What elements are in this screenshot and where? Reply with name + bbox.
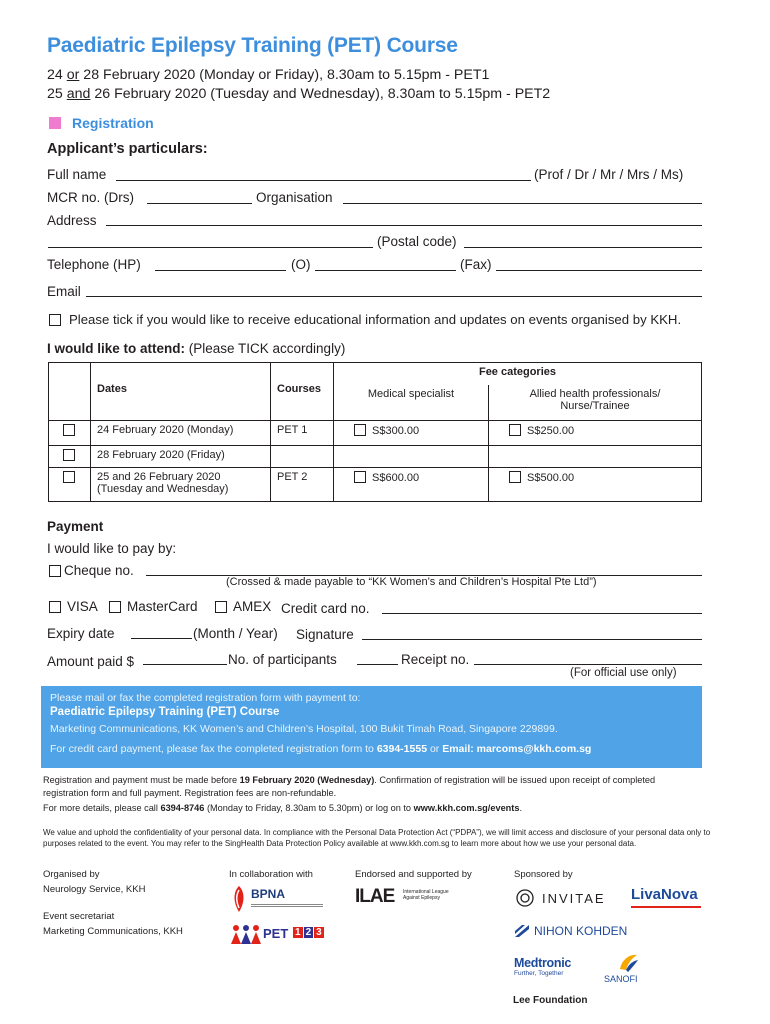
livanova-logo: [631, 886, 706, 910]
invitae-logo: [514, 888, 614, 910]
secretariat-name: Marketing Communications, KKH: [43, 926, 183, 937]
organisation-label: Organisation: [256, 190, 333, 205]
bpna-subtitle-lines: [251, 904, 323, 907]
cheque-checkbox[interactable]: [49, 565, 61, 577]
medtronic-wordmark: Medtronic: [514, 956, 572, 970]
telephone-hp-field[interactable]: [155, 270, 286, 271]
pet-wordmark: PET: [263, 926, 289, 941]
mail-instructions-box: [41, 686, 702, 768]
receipt-field[interactable]: [474, 664, 702, 665]
course-cell: PET 1: [271, 421, 334, 446]
signature-label: Signature: [296, 627, 354, 642]
fee-value: S$250.00: [527, 425, 575, 437]
invitae-wordmark: INVITAE: [542, 891, 606, 906]
fee-value: S$500.00: [527, 472, 575, 484]
livanova-wordmark: LivaNova: [631, 886, 698, 903]
fax-label: (Fax): [460, 257, 492, 272]
course-cell: PET 2: [271, 468, 334, 502]
pet-figures-icon: [229, 924, 263, 946]
date-3-checkbox[interactable]: [63, 471, 75, 483]
date-cell: 28 February 2020 (Friday): [91, 446, 271, 468]
endorsed-label: Endorsed and supported by: [355, 869, 472, 880]
date-cell: 25 and 26 February 2020 (Tuesday and Wednesday): [91, 468, 271, 502]
signature-field[interactable]: [362, 639, 702, 640]
bpna-mark-icon: [229, 884, 249, 914]
expiry-field[interactable]: [131, 638, 192, 639]
table-row: [49, 468, 702, 502]
full-name-field[interactable]: [116, 180, 531, 181]
collaboration-label: In collaboration with: [229, 869, 313, 880]
address-label: Address: [47, 213, 97, 228]
payment-heading: Payment: [47, 519, 104, 534]
applicant-heading: Applicant’s particulars:: [47, 141, 208, 157]
mcr-field[interactable]: [147, 203, 252, 204]
pdpa-note: We value and uphold the confidentiality of your personal data. In compliance with the Personal Data Protection Act (“PDPA”), we will limit access and disclosure of your personal data only to purposes related to the event. You may refer to the SingHealth Data Protection Policy available at www.kkh.com.sg to learn more about how we use your personal data.: [43, 828, 711, 848]
livanova-underline: [631, 906, 701, 908]
mail-fax-email: For credit card payment, please fax the completed registration form to 6394-1555 or Email: marcoms@kkh.com.sg: [50, 743, 592, 755]
pet2-medical-checkbox[interactable]: [354, 471, 366, 483]
col-dates-header: Dates: [91, 363, 271, 421]
col-courses-header: Courses: [271, 363, 334, 421]
pay-by-label: I would like to pay by:: [47, 541, 177, 556]
title-options: (Prof / Dr / Mr / Mrs / Ms): [534, 167, 684, 182]
month-year-label: (Month / Year): [193, 626, 278, 641]
telephone-office-label: (O): [291, 257, 311, 272]
mail-course-name: Paediatric Epilepsy Training (PET) Course: [50, 706, 280, 718]
registration-marker-icon: [49, 117, 61, 129]
medtronic-tagline: Further, Together: [514, 970, 564, 977]
visa-checkbox[interactable]: [49, 601, 61, 613]
mail-line-1: Please mail or fax the completed registration form with payment to:: [50, 692, 361, 704]
amount-label: Amount paid $: [47, 654, 135, 669]
registration-deadline-note: Registration and payment must be made before 19 February 2020 (Wednesday). Confirmation of registration will be issued upon receipt of completed registration form and full payment. Registration fees are non-refundable.: [43, 775, 656, 798]
col-fee-header: Fee categories: [334, 363, 702, 385]
fee-value: S$300.00: [372, 425, 420, 437]
date-cell: 24 February 2020 (Monday): [91, 421, 271, 446]
mastercard-label: MasterCard: [127, 599, 198, 614]
lee-foundation-logo: Lee Foundation: [513, 995, 588, 1006]
sponsored-label: Sponsored by: [514, 869, 573, 880]
date-2-checkbox[interactable]: [63, 449, 75, 461]
secretariat-label: Event secretariat: [43, 911, 115, 922]
registration-label: Registration: [72, 115, 154, 131]
fax-field[interactable]: [496, 270, 702, 271]
ilae-logo: [355, 886, 450, 910]
ilae-wordmark: ILAE: [355, 886, 395, 907]
organisation-field[interactable]: [343, 203, 702, 204]
address-field-1[interactable]: [106, 225, 702, 226]
email-field[interactable]: [86, 296, 702, 297]
sanofi-wordmark: SANOFI: [604, 974, 638, 984]
course-dates-pet1: 24 or 28 February 2020 (Monday or Friday), 8.30am to 5.15pm - PET1: [47, 67, 490, 83]
pet1-medical-checkbox[interactable]: [354, 424, 366, 436]
sanofi-bird-icon: [616, 951, 640, 973]
table-row: [49, 446, 702, 468]
nihon-kohden-wordmark: NIHON KOHDEN: [534, 924, 628, 938]
mastercard-checkbox[interactable]: [109, 601, 121, 613]
participants-label: No. of participants: [228, 652, 337, 667]
date-1-checkbox[interactable]: [63, 424, 75, 436]
official-use-note: (For official use only): [570, 667, 677, 679]
optin-checkbox[interactable]: [49, 314, 61, 326]
nihon-kohden-logo: [514, 924, 634, 940]
amex-checkbox[interactable]: [215, 601, 227, 613]
pet1-allied-checkbox[interactable]: [509, 424, 521, 436]
pet2-allied-checkbox[interactable]: [509, 471, 521, 483]
card-number-label: Credit card no.: [281, 601, 370, 616]
cheque-instructions: (Crossed & made payable to “KK Women’s and Children’s Hospital Pte Ltd”): [226, 576, 597, 588]
course-dates-pet2: 25 and 26 February 2020 (Tuesday and Wednesday), 8.30am to 5.15pm - PET2: [47, 86, 551, 102]
col-allied-header: Allied health professionals/ Nurse/Trainee: [489, 385, 702, 421]
expiry-label: Expiry date: [47, 626, 115, 641]
amex-label: AMEX: [233, 599, 272, 614]
postal-code-field[interactable]: [464, 247, 702, 248]
email-label: Email: [47, 284, 81, 299]
pet-numbers: 1 2 3: [295, 927, 322, 938]
email-link[interactable]: Email: marcoms@kkh.com.sg: [442, 743, 592, 755]
ilae-subtitle: International League Against Epilepsy: [403, 889, 449, 901]
fee-table: [48, 362, 702, 502]
nihon-kohden-mark-icon: [514, 924, 530, 938]
address-field-2[interactable]: [48, 247, 373, 248]
invitae-mark-icon: [514, 888, 536, 908]
card-number-field[interactable]: [382, 613, 702, 614]
medtronic-logo: [514, 956, 594, 980]
organiser-name: Neurology Service, KKH: [43, 884, 146, 895]
participants-field[interactable]: [357, 664, 398, 665]
cheque-label: Cheque no.: [64, 563, 134, 578]
mail-address: Marketing Communications, KK Women’s and Children’s Hospital, 100 Bukit Timah Road, Singapore 229899.: [50, 723, 558, 735]
organised-by-label: Organised by: [43, 869, 100, 880]
attend-heading: I would like to attend: (Please TICK accordingly): [47, 341, 346, 356]
page-title: Paediatric Epilepsy Training (PET) Course: [47, 34, 458, 57]
fee-value: S$600.00: [372, 472, 420, 484]
bpna-logo: [229, 884, 329, 916]
optin-label: Please tick if you would like to receive educational information and updates on events organised by KKH.: [69, 312, 682, 327]
full-name-label: Full name: [47, 167, 107, 182]
postal-code-label: (Postal code): [377, 234, 457, 249]
bpna-wordmark: BPNA: [251, 887, 286, 901]
telephone-hp-label: Telephone (HP): [47, 257, 141, 272]
telephone-office-field[interactable]: [315, 270, 456, 271]
col-medical-header: Medical specialist: [334, 385, 489, 421]
sanofi-logo: [604, 951, 654, 985]
more-details-note: For more details, please call 6394-8746 (Monday to Friday, 8.30am to 5.30pm) or log on to www.kkh.com.sg/events.: [43, 803, 523, 813]
receipt-label: Receipt no.: [401, 652, 470, 667]
mcr-label: MCR no. (Drs): [47, 190, 134, 205]
visa-label: VISA: [67, 599, 98, 614]
amount-field[interactable]: [143, 664, 227, 665]
pet-logo: [229, 924, 329, 948]
events-link[interactable]: www.kkh.com.sg/events: [413, 803, 520, 813]
table-row: [49, 421, 702, 446]
